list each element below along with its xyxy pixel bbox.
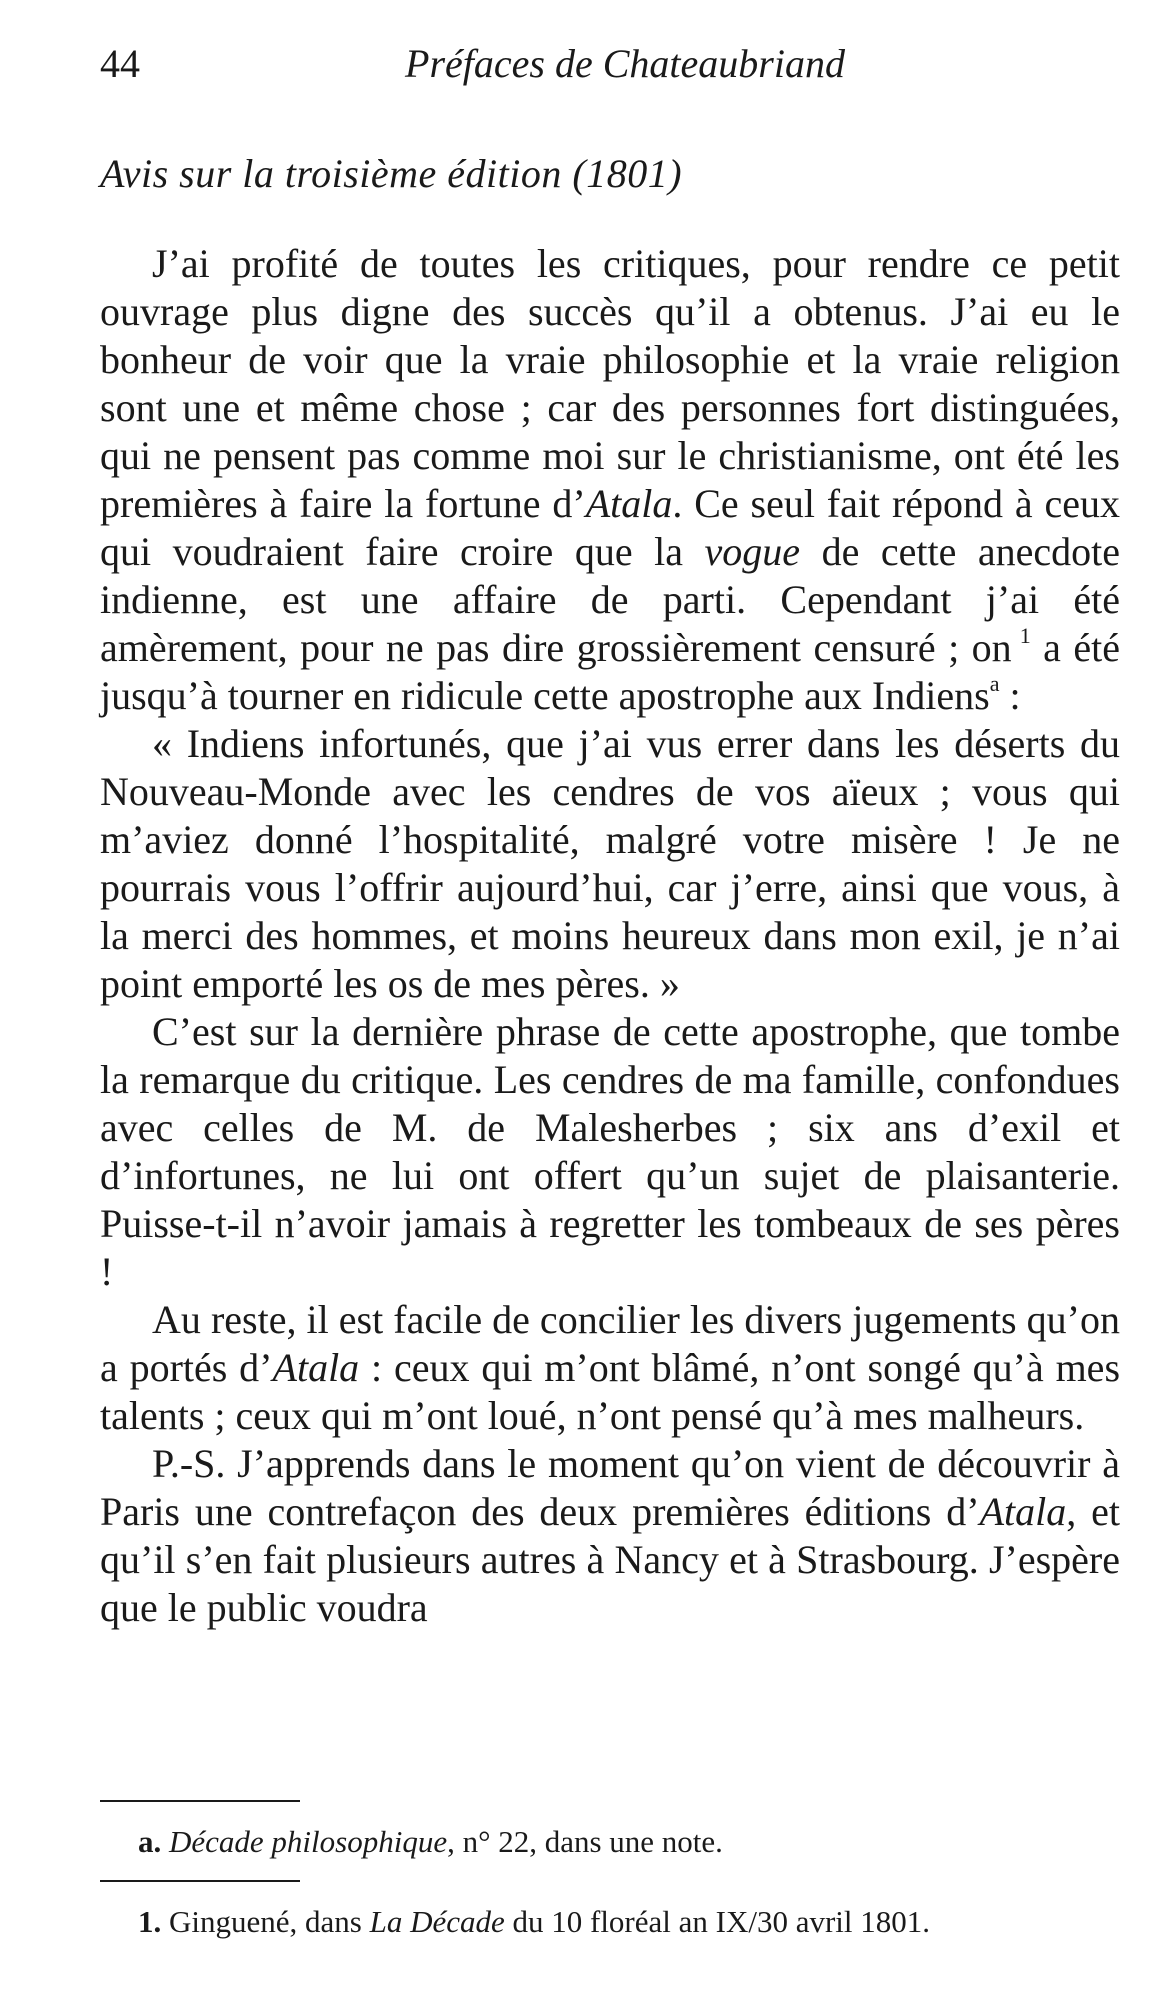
text-run: : ceux qui m’ont blâmé, n’ont songé qu’à mes talents ; ceux qui m’ont loué, n’ont pensé qu’à mes malheurs. xyxy=(100,1345,1121,1438)
footnote-title: Décade philosophique xyxy=(169,1824,448,1859)
text-run: . Ce seul fait répond à ceux qui voudraient faire croire que la xyxy=(100,481,1120,574)
emphasis-vogue: vogue xyxy=(704,529,801,574)
text-run: de cette anecdote indienne, est une affaire de parti. Cependant j’ai été amèrement, pour ne pas dire grossièrement censuré ; on xyxy=(100,529,1121,670)
footnote-divider xyxy=(100,1880,300,1882)
footnote-text: , n° 22, dans une note. xyxy=(447,1824,723,1859)
footnotes-lettered xyxy=(100,1800,1120,1862)
book-title-atala: Atala xyxy=(979,1489,1067,1534)
footnote-divider xyxy=(100,1800,300,1802)
text-run: Au reste, il est facile de concilier les divers jugements qu’on a portés d’ xyxy=(100,1297,1120,1390)
footnote-1 xyxy=(100,1902,1120,1942)
footnote-a xyxy=(100,1822,1120,1862)
book-title-atala: Atala xyxy=(272,1345,360,1390)
text-run: : xyxy=(999,673,1021,718)
text-run: J’ai profité de toutes les critiques, pour rendre ce petit ouvrage plus digne des succès qu’il a obtenus. J’ai eu le bonheur de voir que la vraie philosophie et la vraie religion sont une et même chose ; car des personnes fort distinguées, qui ne pensent pas comme moi sur le christianisme, ont été les premières à faire la fortune d’ xyxy=(100,241,1120,526)
text-run: a été jusqu’à tourner en ridicule cette apostrophe aux Indiens xyxy=(100,625,1121,718)
body-text xyxy=(100,240,1120,1632)
text-run: P.-S. J’apprends dans le moment qu’on vient de découvrir à Paris une contrefaçon des deux premières éditions d’ xyxy=(100,1441,1120,1534)
footnote-marker: 1. xyxy=(138,1904,162,1939)
paragraph-4 xyxy=(100,1296,1120,1440)
book-title-atala: Atala xyxy=(585,481,673,526)
footnotes-numbered xyxy=(100,1880,1120,1942)
footnote-ref-a[interactable]: a xyxy=(989,671,1000,696)
footnote-marker: a. xyxy=(138,1824,162,1859)
page-number: 44 xyxy=(100,41,140,86)
paragraph-5-postscript xyxy=(100,1440,1120,1632)
footnote-text: Ginguené, dans xyxy=(169,1904,370,1939)
paragraph-3: C’est sur la dernière phrase de cette apostrophe, que tombe la remarque du critique. Les cendres de ma famille, confondues avec celles de M. de Malesherbes ; six ans d’exil et d’infortunes, ne lui ont offert qu’un sujet de plaisanterie. Puisse-t-il n’avoir jamais à regretter les tombeaux de ses pères ! xyxy=(100,1009,1120,1294)
running-title: Préfaces de Chateaubriand xyxy=(405,41,845,86)
footnote-text: du 10 floréal an IX/30 avril 1801. xyxy=(504,1904,931,1939)
text-run: , et qu’il s’en fait plusieurs autres à Nancy et à Strasbourg. J’espère que le public voudra xyxy=(100,1489,1120,1630)
paragraph-2-quotation: « Indiens infortunés, que j’ai vus errer dans les déserts du Nouveau-Monde avec les cendres de vos aïeux ; vous qui m’aviez donné l’hospitalité, malgré votre misère ! Je ne pourrais vous l’offrir aujourd’hui, car j’erre, ainsi que vous, à la merci des hommes, et moins heureux dans mon exil, je n’ai point emporté les os de mes pères. » xyxy=(100,721,1120,1006)
running-head xyxy=(100,40,1120,104)
paragraph-1 xyxy=(100,240,1120,720)
footnote-title: La Décade xyxy=(369,1904,505,1939)
section-title: Avis sur la troisième édition (1801) xyxy=(100,151,683,196)
page xyxy=(100,40,1120,1632)
footnote-ref-1[interactable]: 1 xyxy=(1019,623,1031,648)
